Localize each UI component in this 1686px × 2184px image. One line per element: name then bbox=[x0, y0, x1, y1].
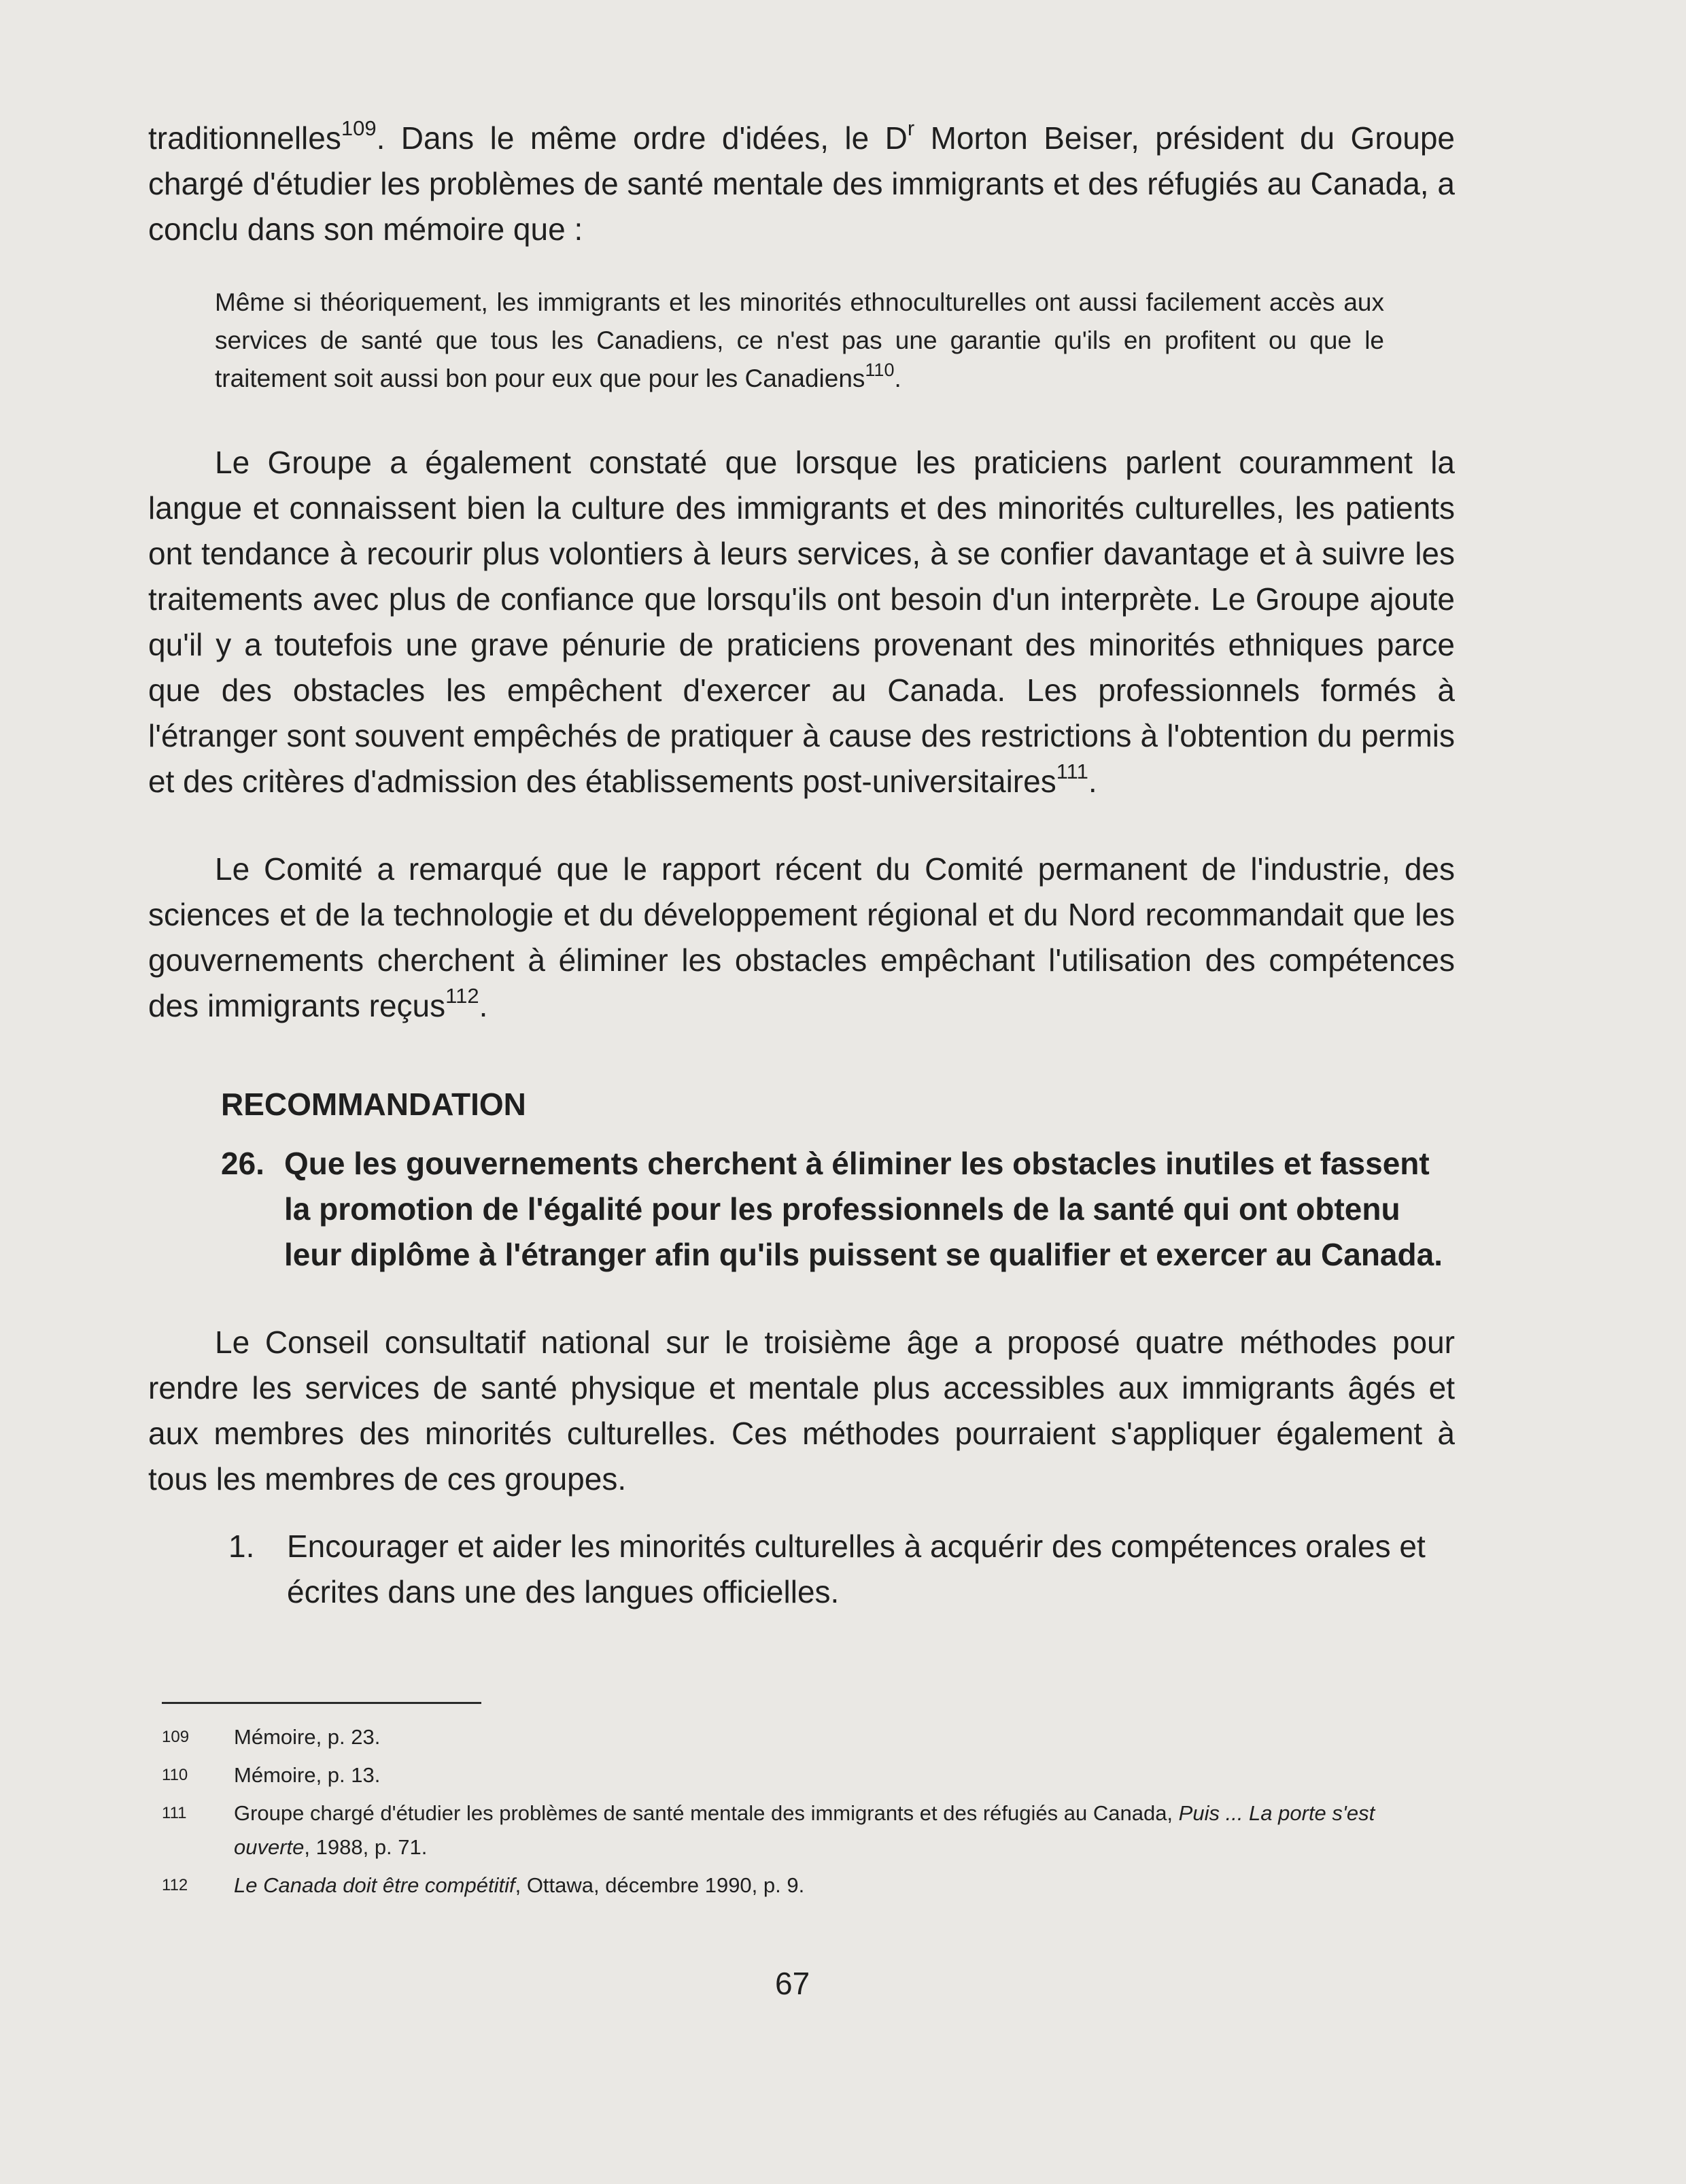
page-number: 67 bbox=[775, 1966, 810, 2001]
footnote-number: 111 bbox=[162, 1804, 187, 1822]
footnote-ref-112: 112 bbox=[445, 984, 479, 1008]
text-run: Morton Beiser, président du Groupe chargé d'étudier les problèmes de santé mentale des immigrants et des réfugiés au Canada, a conclu dans son mémoire que : bbox=[148, 120, 1455, 247]
footnote-text: , Ottawa, décembre 1990, p. 9. bbox=[515, 1873, 805, 1897]
footnote-text: , 1988, p. 71. bbox=[304, 1835, 428, 1859]
footnote-110 bbox=[162, 1758, 1453, 1792]
footnote-111 bbox=[162, 1796, 1453, 1864]
footnote-number: 110 bbox=[162, 1766, 188, 1784]
footnote-title: Puis ... La porte s'est ouverte bbox=[234, 1801, 1375, 1859]
paragraph-4: Le Conseil consultatif national sur le troisième âge a proposé quatre méthodes pour rendre les services de santé physique et mentale plus accessibles aux immigrants âgés et aux membres des minorités culturelles. Ces méthodes pourraient s'appliquer également à tous les membres de ces groupes. bbox=[148, 1325, 1455, 1497]
text-run: . Dans le même ordre d'idées, le D bbox=[376, 120, 908, 156]
paragraph-3 bbox=[148, 847, 1455, 1029]
footnote-ref-111: 111 bbox=[1056, 760, 1088, 783]
footnote-112 bbox=[162, 1869, 1453, 1903]
footnote-text: Mémoire, p. 23. bbox=[234, 1725, 381, 1749]
footnotes bbox=[162, 1720, 1453, 1907]
recommendation-number: 26. bbox=[221, 1146, 264, 1181]
footnote-109 bbox=[162, 1720, 1453, 1754]
footnote-text: Groupe chargé d'étudier les problèmes de santé mentale des immigrants et des réfugiés au Canada, bbox=[234, 1801, 1179, 1825]
text-run: Le Comité a remarqué que le rapport récent du Comité permanent de l'industrie, des sciences et de la technologie et du développement régional et du Nord recommandait que les gouvernements cherchent à éliminer les obstacles empêchant l'utilisation des compétences des immigrants reçus bbox=[148, 851, 1455, 1023]
recommendation-text: Que les gouvernements cherchent à éliminer les obstacles inutiles et fassent la promotion de l'égalité pour les professionnels de la santé qui ont obtenu leur diplôme à l'étranger afin qu'ils puissent se qualifier et exercer au Canada. bbox=[284, 1146, 1443, 1272]
recommendation-item bbox=[221, 1141, 1455, 1278]
body-text bbox=[148, 116, 1455, 1615]
quote-text: Même si théoriquement, les immigrants et les minorités ethnoculturelles ont aussi facilement accès aux services de santé que tous les Canadiens, ce n'est pas une garantie qu'ils en profitent ou que le traitement soit aussi bon pour eux que pour les Canadiens bbox=[215, 288, 1384, 392]
paragraph-1 bbox=[148, 116, 1455, 252]
footnote-number: 109 bbox=[162, 1728, 190, 1746]
paragraph-2 bbox=[148, 440, 1455, 804]
footnote-number: 112 bbox=[162, 1876, 188, 1894]
footnote-ref-110: 110 bbox=[865, 360, 895, 380]
recommendation-heading: RECOMMANDATION bbox=[221, 1087, 526, 1122]
text-run: . bbox=[894, 364, 901, 392]
text-run: . bbox=[1088, 764, 1097, 799]
text-run: . bbox=[479, 988, 488, 1023]
text-run: traditionnelles bbox=[148, 120, 341, 156]
footnote-text: Mémoire, p. 13. bbox=[234, 1763, 381, 1787]
text-run: Le Groupe a également constaté que lorsque les praticiens parlent couramment la langue et connaissent bien la culture des immigrants et des minorités culturelles, les patients ont tendance à recourir plus volontiers à leurs services, à se confier davantage et à suivre les traitements avec plus de confiance que lorsqu'ils ont besoin d'un interprète. Le Groupe ajoute qu'il y a toutefois une grave pénurie de praticiens provenant des minorités ethniques parce que des obstacles les empêchent d'exercer au Canada. Les professionnels formés à l'étranger sont souvent empêchés de pratiquer à cause des restrictions à l'obtention du permis et des critères d'admission des établissements post-universitaires bbox=[148, 445, 1455, 799]
footnote-title: Le Canada doit être compétitif bbox=[234, 1873, 515, 1897]
footnote-divider bbox=[162, 1702, 481, 1704]
block-quote bbox=[215, 284, 1384, 398]
list-item bbox=[228, 1524, 1455, 1615]
footnote-ref-109: 109 bbox=[341, 116, 377, 140]
superscript-r: r bbox=[907, 116, 915, 140]
list-item-text: Encourager et aider les minorités culturelles à acquérir des compétences orales et écrites dans une des langues officielles. bbox=[287, 1529, 1426, 1609]
list-number: 1. bbox=[228, 1529, 255, 1564]
